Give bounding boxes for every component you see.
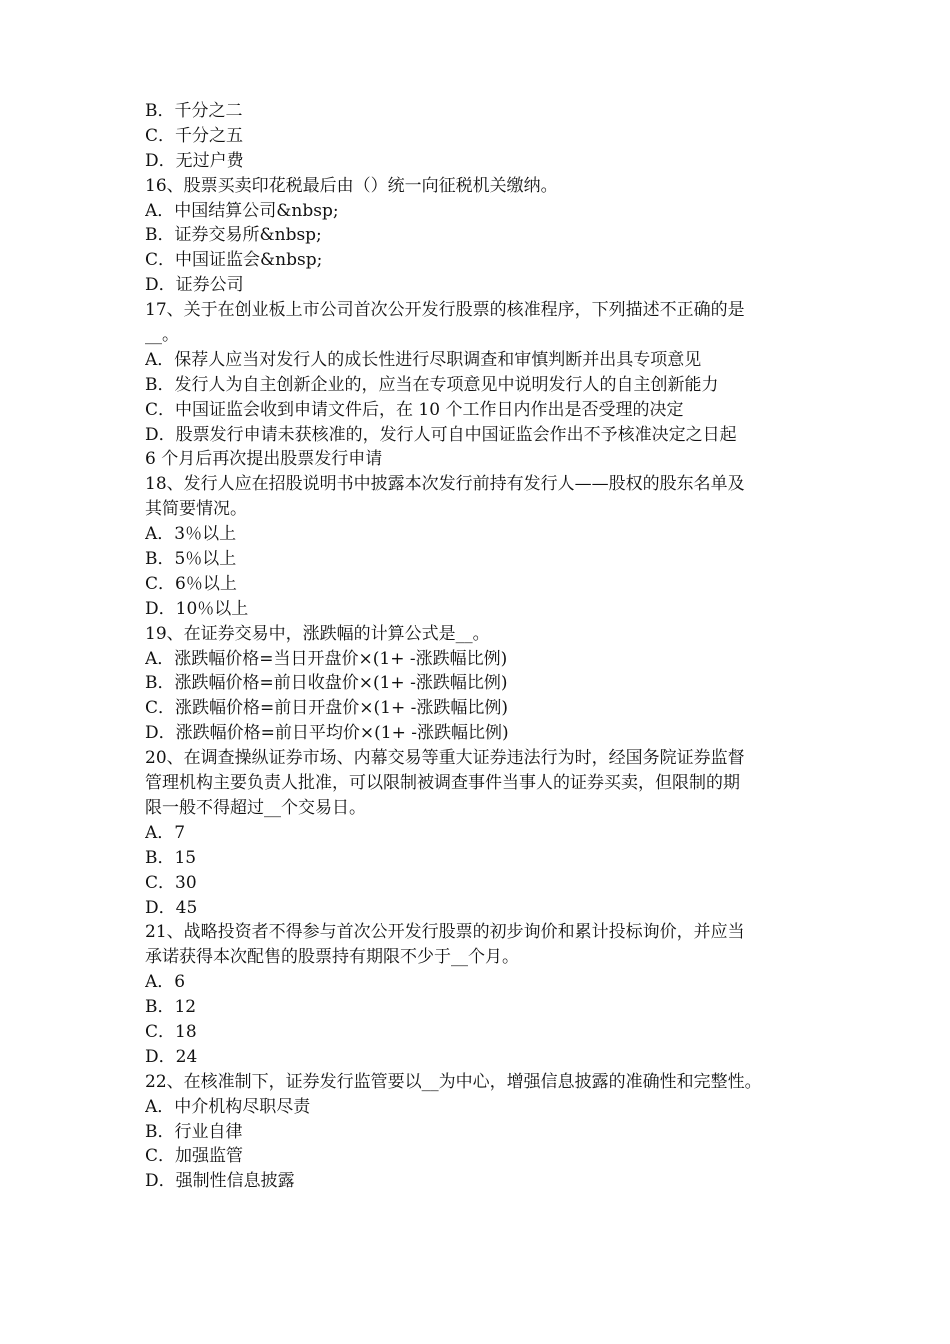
text-line: B．行业自律 <box>145 1121 243 1142</box>
question-16: 16、股票买卖印花税最后由（）统一向征税机关缴纳。 <box>145 175 558 196</box>
question-17: 17、关于在创业板上市公司首次公开发行股票的核准程序，下列描述不正确的是 <box>145 300 745 321</box>
text-line: D．无过户费 <box>145 150 244 171</box>
text-line: D．45 <box>145 897 198 918</box>
text-line: A．中国结算公司&nbsp; <box>145 200 339 221</box>
text-line: B．涨跌幅价格=前日收盘价×(1+ -涨跌幅比例) <box>145 673 508 694</box>
text-line: C．中国证监会&nbsp; <box>145 250 323 271</box>
text-line: B．5％以上 <box>145 549 237 570</box>
question-19: 19、在证券交易中，涨跌幅的计算公式是__。 <box>145 623 490 644</box>
question-20: 20、在调查操纵证券市场、内幕交易等重大证券违法行为时，经国务院证券监督 <box>145 748 745 769</box>
text-line: A．保荐人应当对发行人的成长性进行尽职调查和审慎判断并出具专项意见 <box>145 349 702 370</box>
text-line: C．千分之五 <box>145 125 244 146</box>
text-line: B．千分之二 <box>145 101 243 121</box>
text-line: C．中国证监会收到申请文件后，在 10 个工作日内作出是否受理的决定 <box>145 399 684 420</box>
text-line: __。 <box>145 325 179 346</box>
text-line: D．24 <box>145 1046 198 1067</box>
text-line: C．加强监管 <box>145 1146 244 1167</box>
text-line: A．6 <box>145 972 186 993</box>
question-22: 22、在核准制下，证券发行监管要以__为中心，增强信息披露的准确性和完整性。 <box>145 1071 762 1092</box>
text-line: 限一般不得超过__个交易日。 <box>145 797 366 818</box>
text-line: A．涨跌幅价格=当日开盘价×(1+ -涨跌幅比例) <box>145 648 508 669</box>
text-line: 管理机构主要负责人批准，可以限制被调查事件当事人的证券买卖，但限制的期 <box>145 773 740 794</box>
text-line: D．股票发行申请未获核准的，发行人可自中国证监会作出不予核准决定之日起 <box>145 424 737 445</box>
text-line: D．涨跌幅价格=前日平均价×(1+ -涨跌幅比例) <box>145 723 509 744</box>
text-line: 6 个月后再次提出股票发行申请 <box>145 449 383 470</box>
text-line: D．10％以上 <box>145 598 249 619</box>
text-line: 承诺获得本次配售的股票持有期限不少于__个月。 <box>145 947 519 968</box>
text-line: C．18 <box>145 1021 197 1042</box>
text-line: C．涨跌幅价格=前日开盘价×(1+ -涨跌幅比例) <box>145 698 508 719</box>
text-line: D．证券公司 <box>145 275 244 296</box>
question-18: 18、发行人应在招股说明书中披露本次发行前持有发行人——股权的股东名单及 <box>145 474 745 495</box>
text-line: B．证券交易所&nbsp; <box>145 225 322 246</box>
text-line: A．7 <box>145 822 186 843</box>
text-line: A．中介机构尽职尽责 <box>145 1096 311 1117</box>
question-21: 21、战略投资者不得参与首次公开发行股票的初步询价和累计投标询价，并应当 <box>145 922 745 943</box>
text-line: C．6％以上 <box>145 573 237 594</box>
text-line: B．12 <box>145 997 197 1018</box>
text-line: C．30 <box>145 872 197 893</box>
text-line: B．15 <box>145 847 197 868</box>
text-line: D．强制性信息披露 <box>145 1171 295 1192</box>
text-line: B．发行人为自主创新企业的，应当在专项意见中说明发行人的自主创新能力 <box>145 374 719 395</box>
text-line: A．3％以上 <box>145 524 237 545</box>
document-body <box>145 99 815 1194</box>
text-line: 其简要情况。 <box>145 499 247 520</box>
